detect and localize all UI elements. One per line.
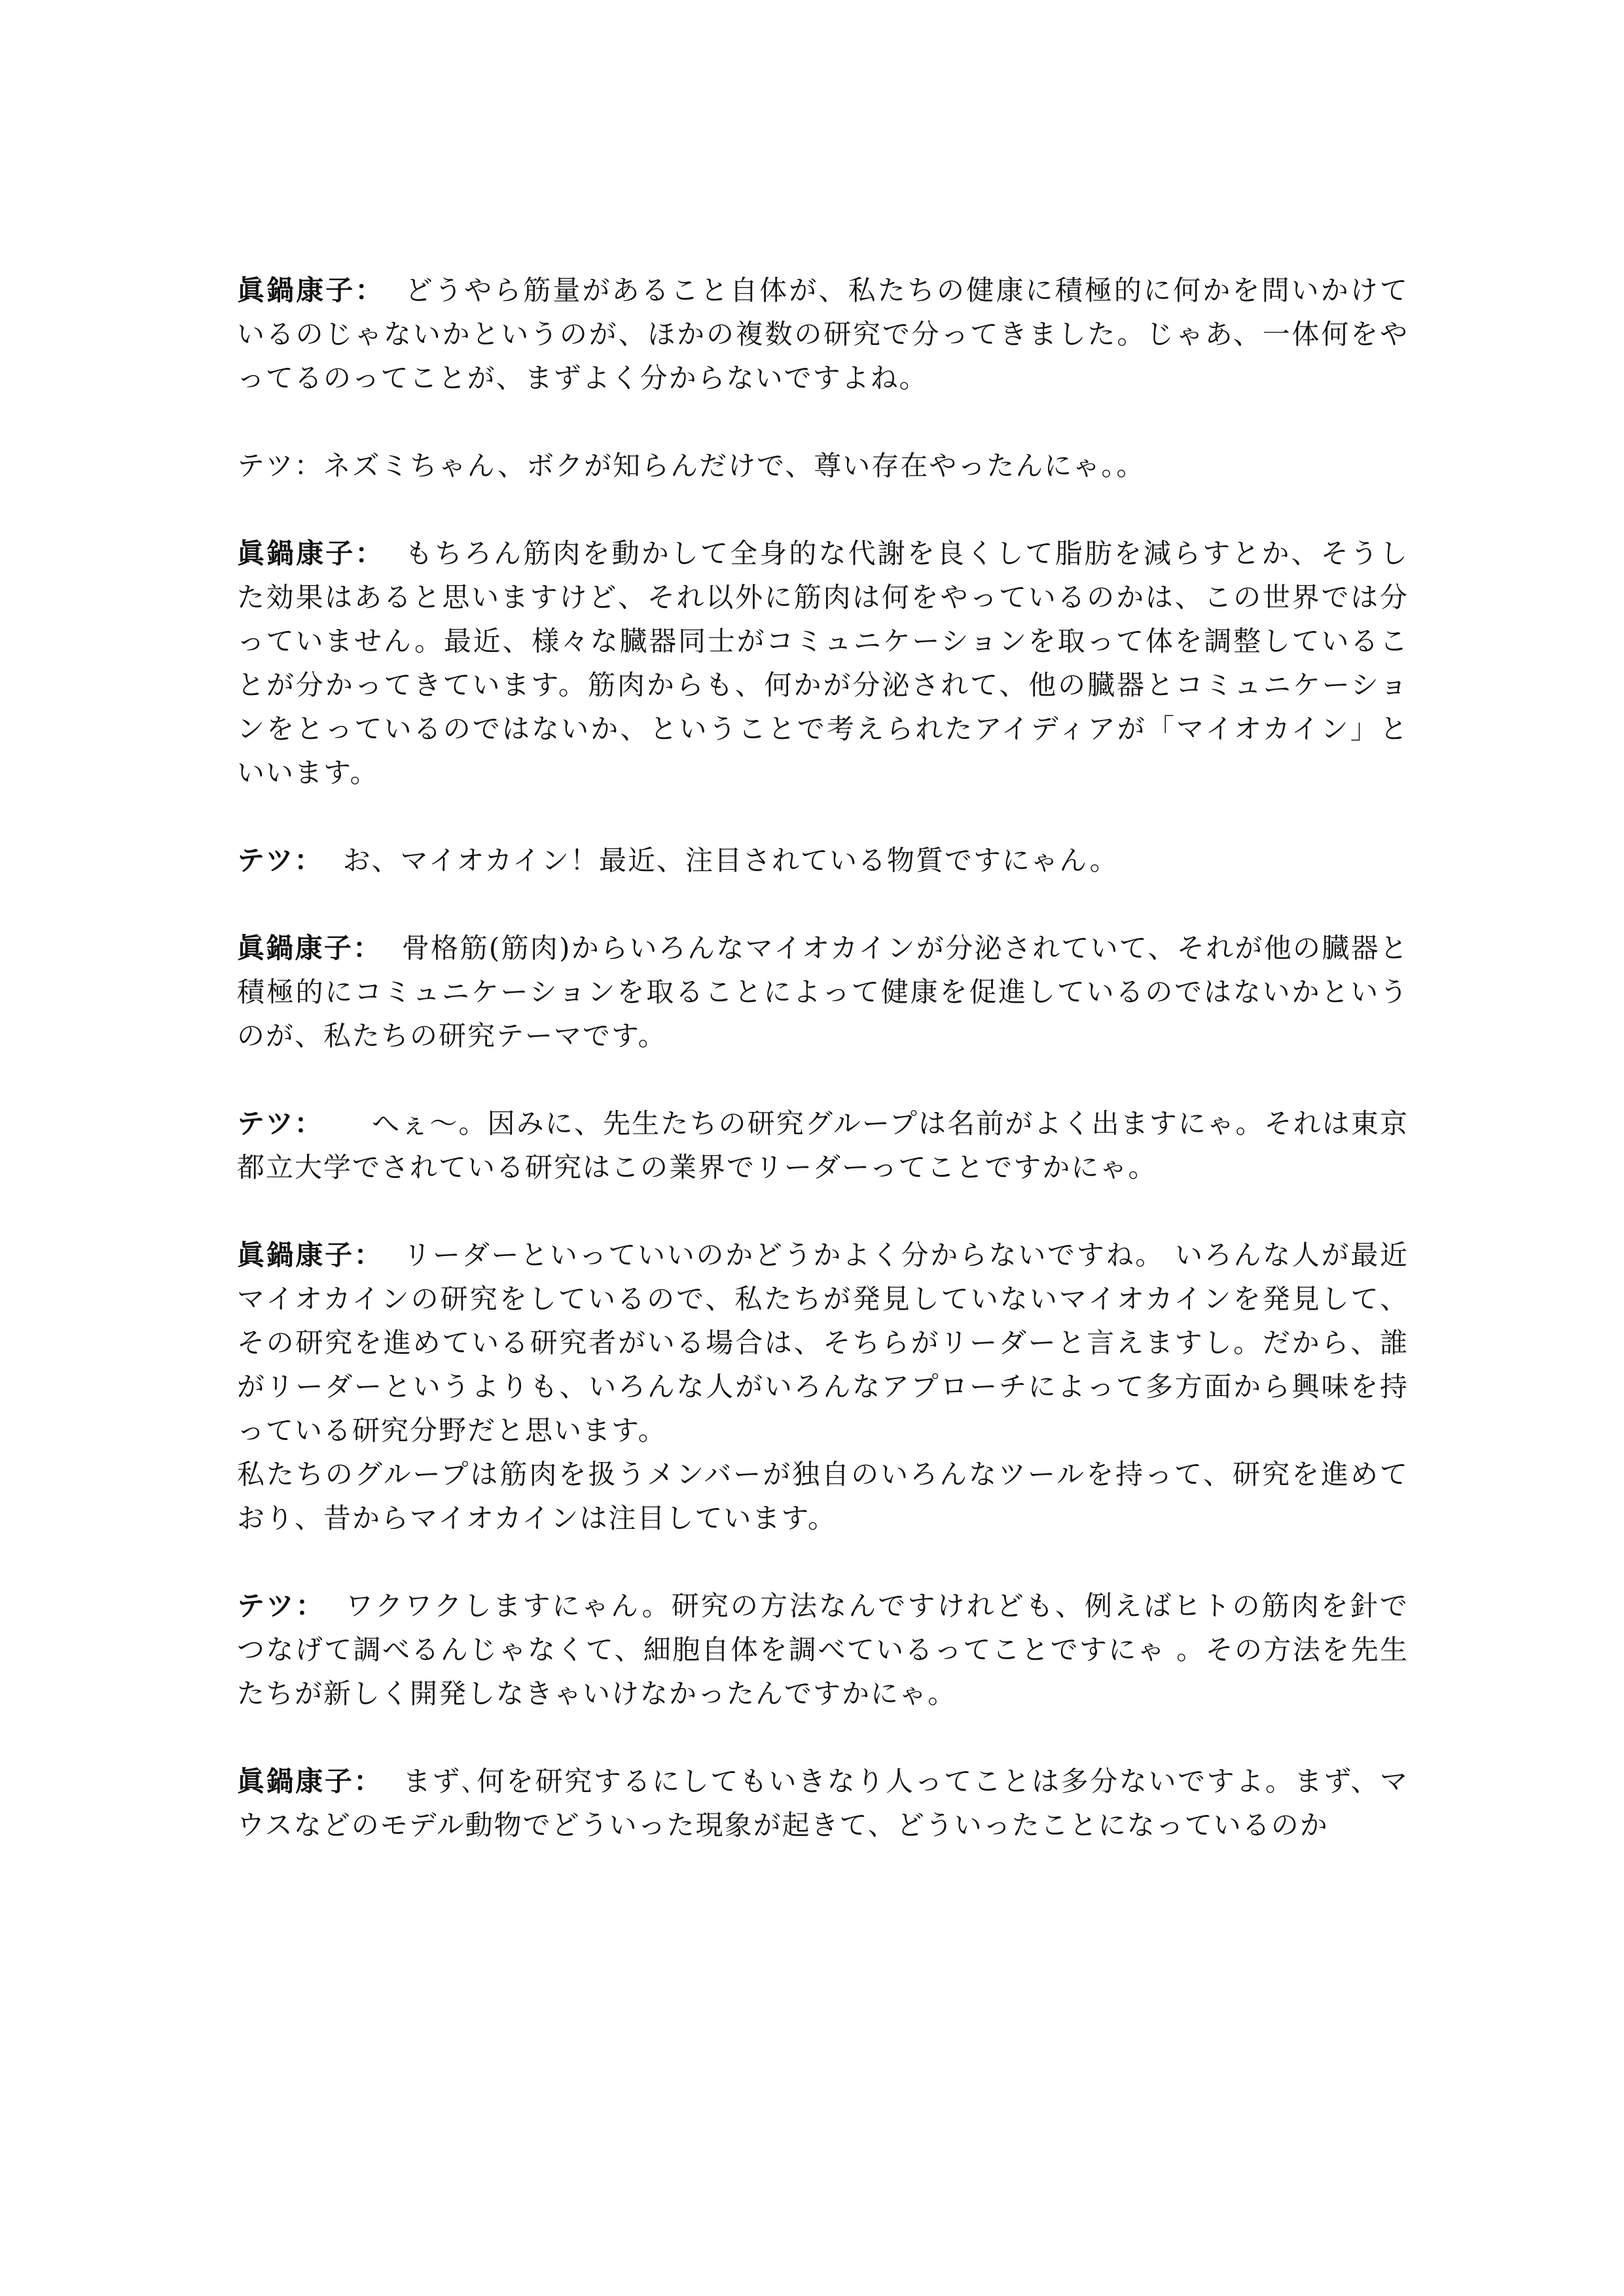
speaker-name: テツ： [237, 844, 323, 876]
dialogue-text: お、マイオカイン！最近、注目されている物質ですにゃん。 [342, 844, 1119, 876]
dialogue-text: 私たちのグループは筋肉を扱うメンバーが独自のいろんなツールを持って、研究を進めており、昔からマイオカインは注目しています。 [237, 1458, 1409, 1534]
dialogue-text: 骨格筋(筋肉)からいろんなマイオカインが分泌されていて、それが他の臓器と積極的にコミュニケーションを取ることによって健康を促進しているのではないかというのが、私たちの研究テーマです。 [237, 932, 1409, 1052]
speaker-name: 眞鍋康子： [237, 1239, 384, 1271]
speaker-name: 眞鍋康子： [237, 1765, 384, 1797]
speaker-name: 眞鍋康子： [237, 932, 382, 964]
dialogue-text: どうやら筋量があること自体が、私たちの健康に積極的に何かを問いかけているのじゃないかというのが、ほかの複数の研究で分ってきました。じゃあ、一体何をやってるのってことが、まずよく分からないですよね。 [237, 274, 1409, 394]
dialogue-paragraph [237, 1452, 1409, 1540]
dialogue-text: もちろん筋肉を動かして全身的な代謝を良くして脂肪を減らすとか、そうした効果はあると思いますけど、それ以外に筋肉は何をやっているのかは、この世界では分っていません。最近、様々な臓器同士がコミュニケーションを取って体を調整していることが分かってきています。筋肉からも、何かが分泌されて、他の臓器とコミュニケーションをとっているのではないか、ということで考えられたアイディアが「マイオカイン」といいます。 [237, 537, 1409, 789]
dialogue-paragraph [237, 268, 1409, 400]
dialogue-paragraph [237, 1759, 1409, 1847]
dialogue-text: ワクワクしますにゃん。研究の方法なんですけれども、例えばヒトの筋肉を針でつなげて調べるんじゃなくて、細胞自体を調べているってことですにゃ 。その方法を先生たちが新しく開発しなきゃいけなかったんですかにゃ。 [237, 1590, 1409, 1710]
speaker-name: 眞鍋康子： [237, 537, 385, 569]
dialogue-text: リーダーといっていいのかどうかよく分からないですね。 いろんな人が最近マイオカインの研究をしているので、私たちが発見していないマイオカインを発見して、その研究を進めている研究者がいる場合は、そちらがリーダーと言えますし。だから、誰がリーダーというよりも、いろんな人がいろんなアプローチによって多方面から興味を持っている研究分野だと思います。 [237, 1239, 1409, 1446]
dialogue-paragraph [237, 444, 1409, 488]
dialogue-paragraph [237, 926, 1409, 1058]
dialogue-paragraph [237, 531, 1409, 795]
dialogue-paragraph [237, 1102, 1409, 1189]
speaker-name: 眞鍋康子： [237, 274, 385, 306]
document-body [237, 268, 1409, 1891]
dialogue-text: へぇ〜。因みに、先生たちの研究グループは名前がよく出ますにゃ。それは東京都立大学でされている研究はこの業界でリーダーってことですかにゃ。 [237, 1107, 1409, 1183]
speaker-name: テツ： [237, 1590, 325, 1622]
dialogue-text: テツ：ネズミちゃん、ボクが知らんだけで、尊い存在やったんにゃ。。 [237, 450, 1146, 482]
dialogue-text: まず､何を研究するにしてもいきなり人ってことは多分ないですよ。まず、マウスなどのモデル動物でどういった現象が起きて、どういったことになっているのか [237, 1765, 1409, 1841]
dialogue-paragraph [237, 838, 1409, 882]
dialogue-paragraph [237, 1584, 1409, 1715]
dialogue-paragraph [237, 1233, 1409, 1452]
speaker-name: テツ： [237, 1107, 323, 1139]
